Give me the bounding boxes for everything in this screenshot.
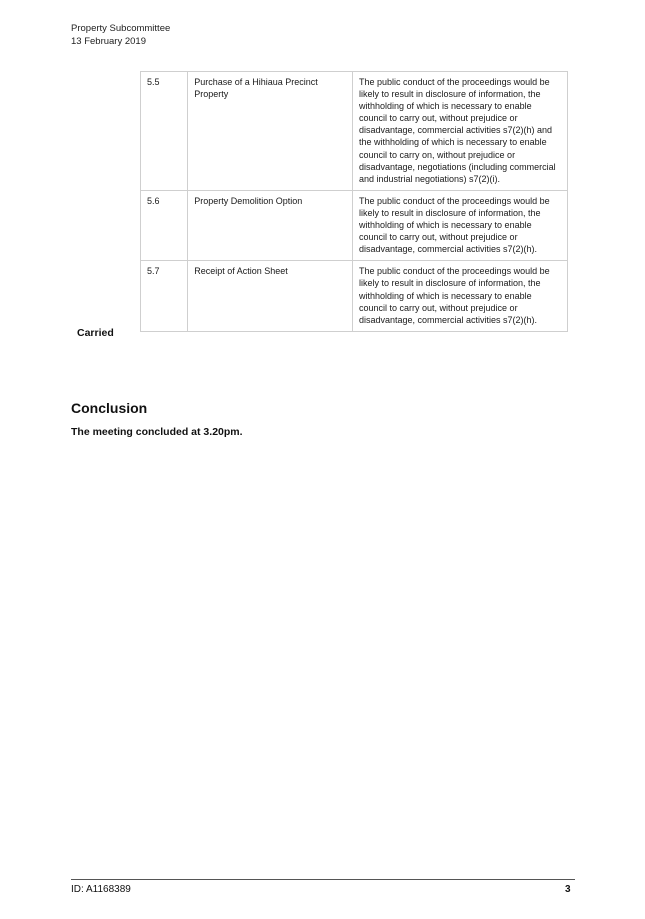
item-title: Receipt of Action Sheet <box>188 261 353 331</box>
item-title: Property Demolition Option <box>188 190 353 260</box>
table-row <box>141 261 568 331</box>
item-reason: The public conduct of the proceedings would be likely to result in disclosure of information, the withholding of which is necessary to enable council to carry out, without prejudice or disadvantage, commercial activities s7(2)(h) and the withholding of which is necessary to enable council to carry on, without prejudice or disadvantage, negotiations (including commercial and industrial negotiations) s7(2)(i). <box>352 72 567 191</box>
item-reason: The public conduct of the proceedings would be likely to result in disclosure of information, the withholding of which is necessary to enable council to carry out, without prejudice or disadvantage, commercial activities s7(2)(h). <box>352 261 567 331</box>
conclusion-heading: Conclusion <box>71 400 148 416</box>
item-reason: The public conduct of the proceedings would be likely to result in disclosure of information, the withholding of which is necessary to enable council to carry out, without prejudice or disadvantage, commercial activities s7(2)(h). <box>352 190 567 260</box>
footer-divider <box>71 879 575 880</box>
item-title: Purchase of a Hihiaua Precinct Property <box>188 72 353 191</box>
page-number: 3 <box>565 884 571 895</box>
page-header <box>71 22 170 48</box>
table-row <box>141 190 568 260</box>
document-id: ID: A1168389 <box>71 884 131 895</box>
conclusion-text: The meeting concluded at 3.20pm. <box>71 426 243 438</box>
committee-name: Property Subcommittee <box>71 23 171 34</box>
agenda-items-table <box>140 71 568 332</box>
meeting-date: 13 February 2019 <box>71 36 146 47</box>
carried-label: Carried <box>77 327 114 339</box>
item-number: 5.6 <box>141 190 188 260</box>
table-row <box>141 72 568 191</box>
item-number: 5.5 <box>141 72 188 191</box>
item-number: 5.7 <box>141 261 188 331</box>
